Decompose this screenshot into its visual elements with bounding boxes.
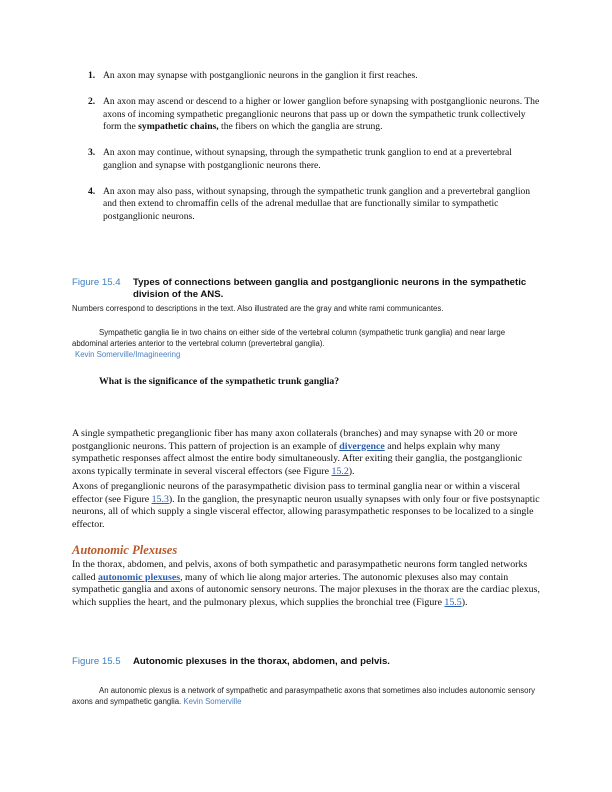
figure-ref-15-3[interactable]: 15.3 — [151, 493, 169, 505]
term-sympathetic-chains: sympathetic chains, — [138, 121, 219, 133]
figure-15-4-description: Sympathetic ganglia lie in two chains on either side of the vertebral column (sympathetic trunk ganglia) and near large abdominal arteries anterior to the vertebral column (prevertebral ganglia). — [72, 328, 506, 348]
figure-15-4-caption — [72, 277, 542, 300]
paragraph-text: and helps explain why many sympathetic responses affect almost the entire body simultaneously. After exiting their ganglia, the postganglionic axons typically terminate in several visceral effectors (see Figure — [72, 440, 523, 478]
list-item — [88, 186, 542, 224]
list-text: An axon may also pass, without synapsing, through the sympathetic trunk ganglion and a prevertebral ganglion and then extend to chromaffin cells of the adrenal medullae that are functionally similar to sympathetic postganglionic neurons. — [103, 185, 531, 222]
checkpoint-question: What is the significance of the sympathetic trunk ganglia? — [99, 376, 340, 387]
term-link-autonomic-plexuses[interactable]: autonomic plexuses — [98, 571, 181, 583]
figure-15-5-caption — [72, 656, 542, 668]
list-text: An axon may synapse with postganglionic neurons in the ganglion it first reaches. — [103, 70, 418, 81]
figure-15-5-description — [72, 686, 542, 707]
figure-title: Types of connections between ganglia and postganglionic neurons in the sympathetic division of the ANS. — [133, 277, 527, 300]
connection-types-list — [88, 70, 542, 237]
list-number: 3. — [88, 147, 96, 159]
figure-15-4-credit: Kevin Somerville/Imagineering — [75, 350, 181, 359]
figure-ref-15-5[interactable]: 15.5 — [444, 597, 462, 609]
section-heading: Autonomic Plexuses — [72, 543, 178, 557]
list-number: 2. — [88, 95, 96, 107]
list-text: An axon may ascend or descend to a higher or lower ganglion before synapsing with postganglionic neurons. The axons of incoming sympathetic preganglionic neurons that pass up or down the sympathetic trunk collectively form the — [103, 95, 540, 133]
list-item — [88, 96, 542, 134]
paragraph-text: In the thorax, abdomen, and pelvis, axons of both sympathetic and parasympathetic neurons form tangled networks called — [72, 559, 528, 583]
plexuses-paragraph — [72, 559, 542, 610]
paragraph-text: ). In the ganglion, the presynaptic neuron usually synapses with only four or five postsynaptic neurons, all of which supply a single visceral effector, allowing parasympathetic responses to be localized to a single effector. — [72, 493, 540, 531]
figure-15-5-credit: Kevin Somerville — [183, 696, 242, 706]
list-number: 4. — [88, 185, 96, 197]
list-item — [88, 147, 542, 172]
paragraph-text: ). — [461, 597, 468, 609]
list-number: 1. — [88, 70, 96, 81]
paragraph-text: , many of which lie along major arteries. The autonomic plexuses also may contain sympathetic ganglia and axons of autonomic sensory neurons. The major plexuses in the thorax are the cardiac plexus, which supplies the heart, and the pulmonary plexus, which supplies the bronchial tree (Figure — [72, 571, 540, 609]
figure-label: Figure 15.4 — [72, 277, 121, 288]
figure-title: Autonomic plexuses in the thorax, abdomen, and pelvis. — [133, 656, 390, 667]
paragraph-text: Axons of preganglionic neurons of the parasympathetic division pass to terminal ganglia near or within a visceral effector (see Figure — [72, 481, 521, 505]
list-item — [88, 70, 542, 83]
list-text-tail: the fibers on which the ganglia are strung. — [218, 121, 383, 133]
paragraph-text: ). — [348, 466, 355, 478]
divergence-paragraph — [72, 428, 542, 479]
parasympathetic-paragraph — [72, 481, 542, 532]
figure-15-4-subcaption: Numbers correspond to descriptions in the text. Also illustrated are the gray and white rami communicantes. — [72, 304, 444, 313]
figure-ref-15-2[interactable]: 15.2 — [331, 466, 349, 478]
list-text: An axon may continue, without synapsing, through the sympathetic trunk ganglion to end at a prevertebral ganglion and synapse with postganglionic neurons there. — [103, 147, 512, 171]
term-link-divergence[interactable]: divergence — [339, 440, 385, 452]
figure-label: Figure 15.5 — [72, 656, 121, 667]
paragraph-text: A single sympathetic preganglionic fiber has many axon collaterals (branches) and may synapse with 20 or more postganglionic neurons. This pattern of projection is an example of — [72, 428, 518, 452]
figure-description-text: An autonomic plexus is a network of sympathetic and parasympathetic axons that sometimes also includes autonomic sensory axons and sympathetic ganglia. — [72, 686, 535, 706]
